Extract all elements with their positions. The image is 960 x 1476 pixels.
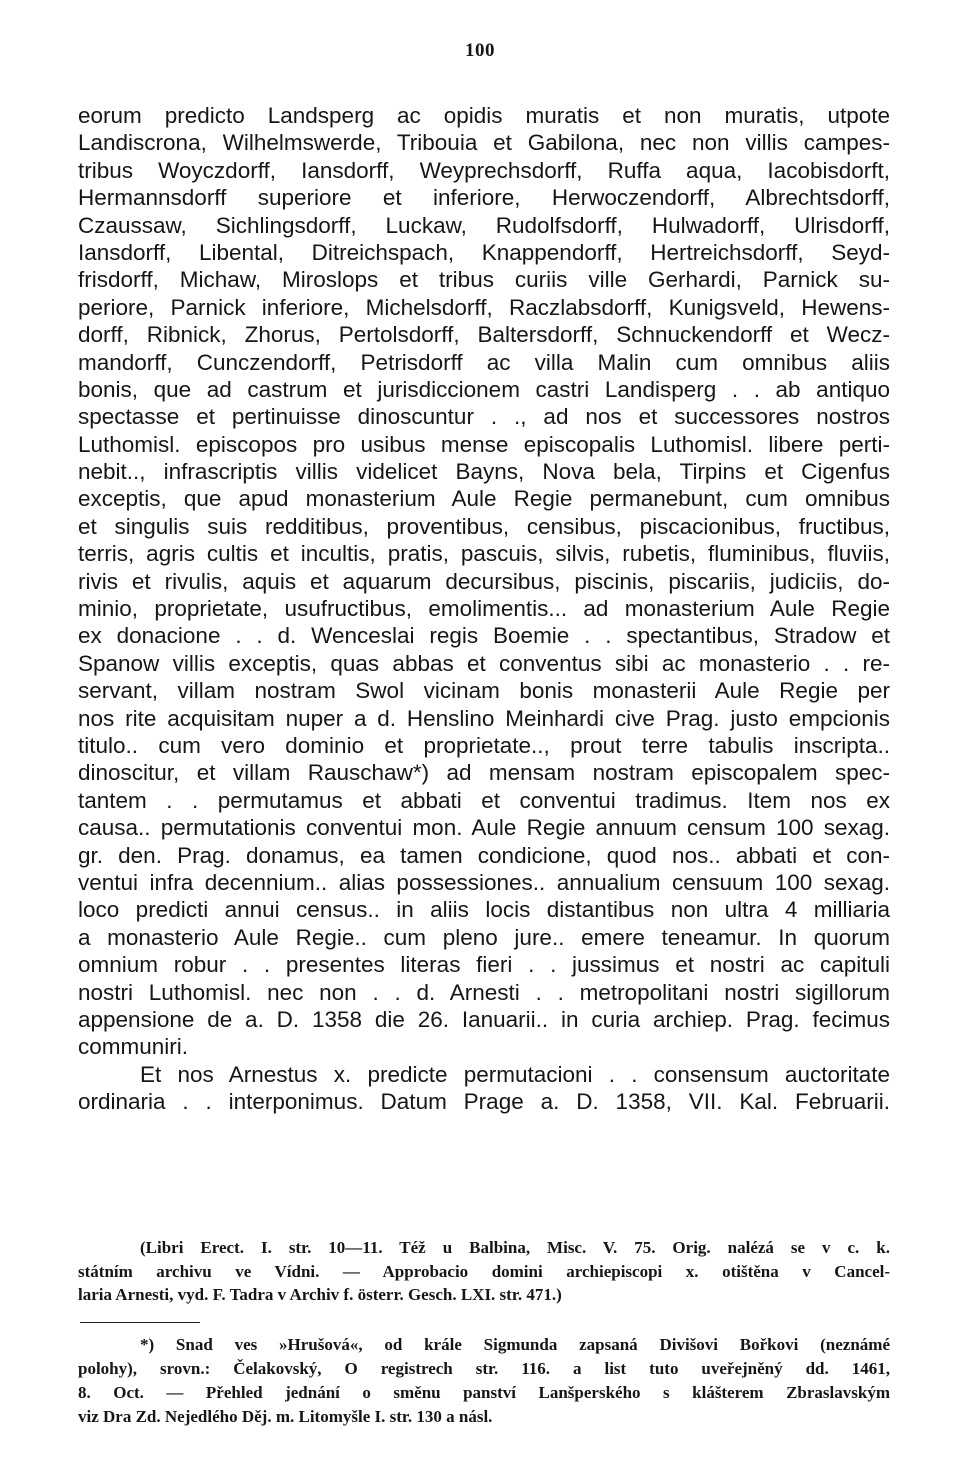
source-line: laria Arnesti, vyd. F. Tadra v Archiv f. österr. Gesch. LXI. str. 471.) xyxy=(78,1285,562,1304)
text-line: tantem . . permutamus et abbati et conventui tradimus. Item nos ex xyxy=(78,787,890,813)
footnote xyxy=(78,1333,890,1429)
text-line: mandorff, Cunczendorff, Petrisdorff ac villa Malin cum omnibus aliis xyxy=(78,349,890,375)
text-line: Spanow villis exceptis, quas abbas et conventus sibi ac monasterio . . re- xyxy=(78,650,890,676)
source-line: (Libri Erect. I. str. 10—11. Též u Balbina, Misc. V. 75. Orig. nalézá se v c. k. xyxy=(140,1238,890,1257)
text-line: tribus Woyczdorff, Iansdorff, Weyprechsdorff, Ruffa aqua, Iacobisdorft, xyxy=(78,157,890,183)
text-line: terris, agris cultis et incultis, pratis, pascuis, silvis, rubetis, fluminibus, fluviis, xyxy=(78,541,890,567)
text-line: rivis et rivulis, aquis et aquarum decursibus, piscinis, piscariis, judiciis, do- xyxy=(78,568,890,594)
text-line: Iansdorff, Libental, Ditreichspach, Knappendorff, Hertreichsdorff, Seyd- xyxy=(78,239,890,265)
page-number: 100 xyxy=(465,40,495,61)
text-line: Et nos Arnestus x. predicte permutacioni . . consensum auctoritate xyxy=(140,1061,890,1087)
text-line: minio, proprietate, usufructibus, emolimentis... ad monasterium Aule Regie xyxy=(78,596,890,622)
text-line: communiri. xyxy=(78,1034,189,1060)
text-line: Landiscrona, Wilhelmswerde, Tribouia et Gabilona, nec non villis campes- xyxy=(78,130,890,156)
main-text xyxy=(78,102,890,1115)
text-line: ventui infra decennium.. alias possessiones.. annualium censuum 100 sexag. xyxy=(78,869,890,895)
text-line: et singulis suis redditibus, proventibus, censibus, piscacionibus, fructibus, xyxy=(78,513,890,539)
text-line: frisdorff, Michaw, Miroslops et tribus curiis ville Gerhardi, Parnick su- xyxy=(78,267,890,293)
text-line: titulo.. cum vero dominio et proprietate.., prout terre tabulis inscripta.. xyxy=(78,732,890,758)
text-line: omnium robur . . presentes literas fieri . . jussimus et nostri ac capituli xyxy=(78,952,890,978)
footnote-line: 8. Oct. — Přehled jednání o směnu panství Lanšperského s klášterem Zbraslavským xyxy=(78,1383,890,1402)
text-line: periore, Parnick inferiore, Michelsdorff, Raczlabsdorff, Kunigsveld, Hewens- xyxy=(78,294,890,320)
text-line: Luthomisl. episcopos pro usibus mense episcopalis Luthomisl. libere perti- xyxy=(78,431,890,457)
text-line: bonis, que ad castrum et jurisdiccionem castri Landisperg . . ab antiquo xyxy=(78,376,890,402)
text-line: appensione de a. D. 1358 die 26. Ianuarii.. in curia archiep. Prag. fecimus xyxy=(78,1006,890,1032)
text-line: dinoscitur, et villam Rauschaw*) ad mensam nostram episcopalem spec- xyxy=(78,760,890,786)
footnote-divider xyxy=(80,1322,200,1323)
text-line: ex donacione . . d. Wenceslai regis Boemie . . spectantibus, Stradow et xyxy=(78,623,890,649)
text-line: servant, villam nostram Swol vicinam bonis monasterii Aule Regie per xyxy=(78,678,890,704)
text-line: nostri Luthomisl. nec non . . d. Arnesti . . metropolitani nostri sigillorum xyxy=(78,979,890,1005)
footnote-line: viz Dra Zd. Nejedlého Děj. m. Litomyšle I. str. 130 a násl. xyxy=(78,1407,493,1426)
source-note xyxy=(78,1236,890,1307)
text-line: eorum predicto Landsperg ac opidis muratis et non muratis, utpote xyxy=(78,103,890,128)
text-line: dorff, Ribnick, Zhorus, Pertolsdorff, Baltersdorff, Schnuckendorff et Wecz- xyxy=(78,322,890,348)
text-line: a monasterio Aule Regie.. cum pleno jure.. emere teneamur. In quorum xyxy=(78,924,890,950)
text-line: causa.. permutationis conventui mon. Aule Regie annuum censum 100 sexag. xyxy=(78,815,890,841)
text-line: Hermannsdorff superiore et inferiore, Herwoczendorff, Albrechtsdorff, xyxy=(78,185,890,211)
footnote-line: polohy), srovn.: Čelakovský, O registrech str. 116. a list tuto uveřejněný dd. 1461, xyxy=(78,1359,890,1378)
text-line: nos rite acquisitam nuper a d. Henslino Meinhardi cive Prag. justo empcionis xyxy=(78,705,890,731)
text-line: ordinaria . . interponimus. Datum Prage a. D. 1358, VII. Kal. Februarii. xyxy=(78,1089,890,1115)
text-line: gr. den. Prag. donamus, ea tamen condicione, quod nos.. abbati et con- xyxy=(78,842,890,868)
text-line: loco predicti annui census.. in aliis locis distantibus non ultra 4 milliaria xyxy=(78,897,890,923)
footnote-line: *) Snad ves »Hrušová«, od krále Sigmunda zapsaná Divišovi Bořkovi (neznámé xyxy=(140,1335,890,1354)
text-line: Czaussaw, Sichlingsdorff, Luckaw, Rudolfsdorff, Hulwadorff, Ulrisdorff, xyxy=(78,212,890,238)
source-line: státním archivu ve Vídni. — Approbacio domini archiepiscopi x. otištěna v Cancel- xyxy=(78,1261,890,1281)
text-line: nebit.., infrascriptis villis videlicet Bayns, Nova bela, Tirpins et Cigenfus xyxy=(78,459,890,485)
text-line: spectasse et pertinuisse dinoscuntur . ., ad nos et successores nostros xyxy=(78,404,890,430)
text-line: exceptis, que apud monasterium Aule Regie permanebunt, cum omnibus xyxy=(78,486,890,512)
